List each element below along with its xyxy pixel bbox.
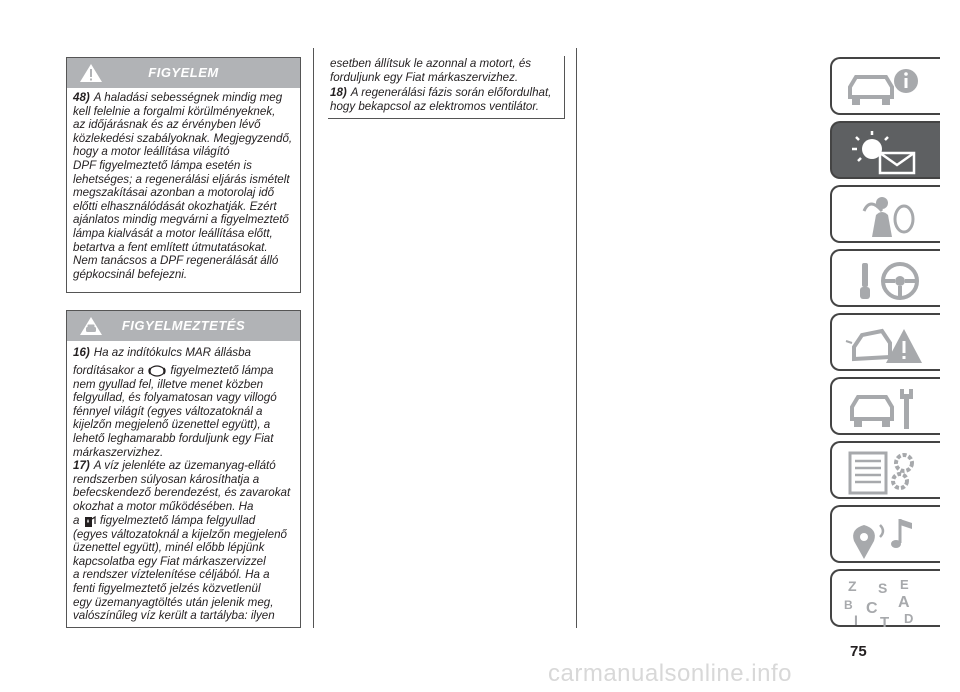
text-line: DPF figyelmeztető lámpa esetén is [73,158,252,172]
index-letter: I [854,612,858,628]
note-number: 17) [73,459,90,473]
text-line: kijelzőn megjelenő üzenettel együtt), a [73,418,271,432]
text-line: márkaszervizhez. [73,445,164,459]
text-line: fenti figyelmeztető jelzés közvetlenül [73,581,261,595]
multimedia-icon [842,511,932,561]
text-line: az időjárásnak és az érvényben lévő [73,118,261,132]
text-line: befecskendező berendezést, és zavarokat [73,486,291,500]
caution-box-body [67,341,300,623]
column-divider-right [576,48,577,628]
chapter-tab-safety[interactable] [830,185,940,243]
continuation-text [330,57,565,113]
warning-box-body [67,88,300,281]
index-letter: C [866,600,878,617]
text-line: hogy bekapcsol az elektromos ventilátor. [330,99,540,113]
note-number: 48) [73,91,90,104]
text-line: a rendszer víztelenítése céljából. Ha a [73,568,270,582]
caution-box-title: FIGYELMEZTETÉS [121,318,246,333]
text-line: Ha az indítókulcs MAR állásba [93,346,251,359]
text-line: figyelmeztető lámpa felgyullad [99,513,256,527]
water-in-fuel-icon [83,514,97,528]
text-line: rendszerben súlyosan károsíthatja a [73,472,260,486]
index-letter: D [904,611,914,626]
text-line: A regenerálási fázis során előfordulhat, [350,86,552,100]
caution-box [66,310,301,628]
text-line: felgyullad, és folyamatosan vagy villogó [73,391,277,405]
text-line: a [73,513,80,527]
text-line: A víz jelenléte az üzemanyag-ellátó [93,459,276,473]
index-letter: T [880,614,890,631]
text-line: esetben állítsuk le azonnal a motort, és [330,57,532,70]
chapter-tab-car-info[interactable] [830,57,940,115]
text-line: előtti elhasználódását okozhatják. Ezért [73,199,277,213]
chapter-tab-index[interactable] [830,569,940,631]
text-line: figyelmeztető lámpa [170,363,274,377]
column-divider-left [313,48,314,628]
chapter-tab-warning-lights[interactable] [830,121,940,179]
key-steering-wheel-icon [842,255,932,305]
chapter-tab-emergency[interactable] [830,313,940,371]
text-line: ajánlatos mindig megvárni a figyelmeztető [73,213,289,227]
chapter-tab-starting-driving[interactable] [830,249,940,307]
text-line: forduljunk egy Fiat márkaszervizhez. [330,70,519,84]
text-line: fénnyel világít (egyes változatoknál a [73,404,263,418]
text-line: lámpa kialvását a motor leállítása előtt, [73,226,273,240]
note-number: 16) [73,346,90,359]
car-emergency-icon [842,319,932,369]
chapter-tab-technical-data[interactable] [830,441,940,499]
caution-box-header [67,311,300,341]
note-number: 18) [330,86,347,100]
text-line: nem gyullad fel, illetve menet közben [73,377,264,391]
warning-box-header [67,58,300,88]
text-line: hogy a motor leállítása világító [73,145,230,159]
index-letter: A [898,594,910,611]
text-line: üzenettel együtt), minél előbb lépjünk [73,541,265,555]
chapter-tab-multimedia[interactable] [830,505,940,563]
text-line: kell felelnie a forgalmi körülményeknek, [73,104,276,118]
car-maintenance-icon [842,383,932,433]
text-line: kapcsolatba egy Fiat márkaszervizzel [73,554,266,568]
technical-data-icon [842,447,932,497]
text-line: fordításakor a [73,363,144,377]
text-line: Nem tanácsos a DPF regenerálását álló [73,254,279,268]
text-line: valószínűleg víz került a tartályba: ilyen [73,609,275,623]
index-letter: S [878,580,888,596]
warning-box [66,57,301,293]
airbag-safety-icon [842,191,932,241]
text-line: A haladási sebességnek mindig meg [93,91,283,104]
index-letter: B [844,598,853,612]
text-line: közlekedési szabályoknak. Megjegyzendő, [73,131,293,145]
text-line: megszakításai azonban a motorolaj idő [73,186,275,200]
warning-box-title: FIGYELEM [148,65,219,80]
text-line: betartva a fent említett útmutatásokat. [73,240,268,254]
index-letter: Z [848,578,857,594]
chapter-tab-maintenance[interactable] [830,377,940,435]
page-number: 75 [850,643,867,660]
text-line: (egyes változatoknál a kijelzőn megjelenő [73,527,287,541]
text-line: lehető leghamarabb forduljunk egy Fiat [73,431,274,445]
glow-plug-warning-icon [147,364,167,378]
index-letter: E [900,577,909,592]
car-info-icon [842,63,932,113]
text-line: okozhat a motor működésében. Ha [73,499,254,513]
watermark: carmanualsonline.info [548,660,792,687]
warning-lights-message-icon [842,127,932,177]
index-alphabet-icon [842,575,932,631]
text-line: egy üzemanyagtöltés után jelenik meg, [73,595,274,609]
text-line: gépkocsinál befejezni. [73,267,188,281]
text-line: lehetséges; a regenerálási eljárás ismételt [73,172,290,186]
